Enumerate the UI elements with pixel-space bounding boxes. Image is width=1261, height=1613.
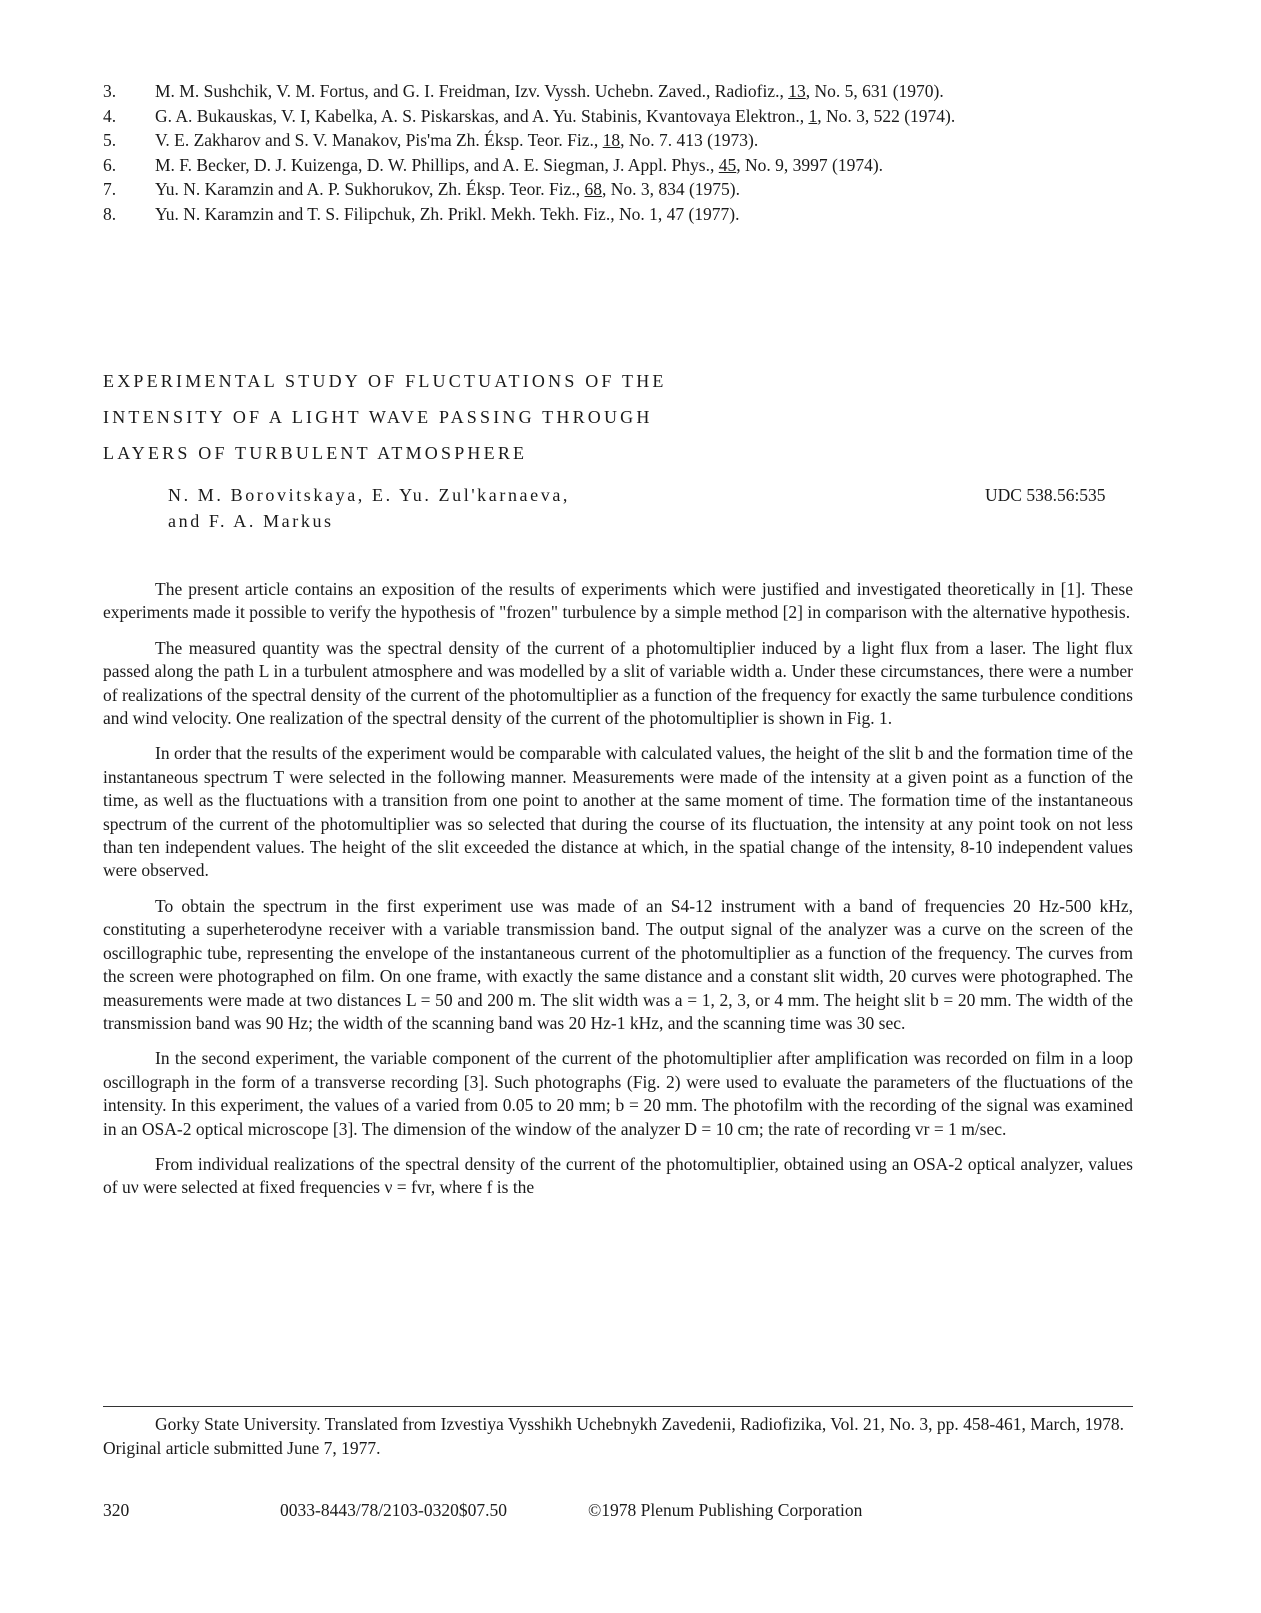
article-body [103,578,1133,1212]
reference-number: 4. [103,105,117,126]
reference-number: 6. [103,154,117,175]
article-title-line: LAYERS OF TURBULENT ATMOSPHERE [103,443,528,463]
footnote: Gorky State University. Translated from Izvestiya Vysshikh Uchebnykh Zavedenii, Radiofizika, Vol. 21, No. 3, pp. 458-461, March, 1978. Original article submitted June 7, 1977. [103,1414,1125,1458]
reference-list [103,79,1133,226]
body-paragraph: In the second experiment, the variable component of the current of the photomultiplier after amplification was recorded on film in a loop oscillograph in the form of a transverse recording [3]. Such photographs (Fig. 2) were used to evaluate the parameters of the fluctuations of the intensity. In this experiment, the values of a varied from 0.05 to 20 mm; b = 20 mm. The photofilm with the recording of the signal was examined in an OSA-2 optical microscope [3]. The dimension of the window of the analyzer D = 10 cm; the rate of recording vr = 1 m/sec. [103,1048,1133,1139]
article-title-line: INTENSITY OF A LIGHT WAVE PASSING THROUGH [103,407,653,427]
author-list [168,482,570,534]
reference-text: V. E. Zakharov and S. V. Manakov, Pis'ma Zh. Éksp. Teor. Fiz., 18, No. 7. 413 (1973). [155,130,759,150]
author-line: N. M. Borovitskaya, E. Yu. Zul'karnaeva, [168,485,571,505]
body-paragraph: To obtain the spectrum in the first experiment use was made of an S4-12 instrument with a band of frequencies 20 Hz-500 kHz, constituting a superheterodyne receiver with a variable transmission band. The output signal of the analyzer was a curve on the screen of the oscillographic tube, representing the envelope of the instantaneous current of the photomultiplier as a function of the frequency. The curves from the screen were photographed on film. On one frame, with exactly the same distance and a constant slit width, 20 curves were photographed. The measurements were made at two distances L = 50 and 200 m. The slit width was a = 1, 2, 3, or 4 mm. The height slit b = 20 mm. The width of the transmission band was 90 Hz; the width of the scanning band was 20 Hz-1 kHz, and the scanning time was 30 sec. [103,895,1133,1033]
reference-item [103,153,1133,178]
page-number: 320 [103,1500,130,1520]
reference-number: 3. [103,81,117,101]
reference-text: G. A. Bukauskas, V. I, Kabelka, A. S. Piskarskas, and A. Yu. Stabinis, Kvantovaya Elektron., 1, No. 3, 522 (1974). [155,105,956,126]
body-paragraph: The present article contains an exposition of the results of experiments which were justified and investigated theoretically in [1]. These experiments made it possible to verify the hypothesis of "frozen" turbulence by a simple method [2] in comparison with the alternative hypothesis. [103,579,1133,623]
reference-number: 8. [103,203,117,224]
body-paragraph: The measured quantity was the spectral density of the current of a photomultiplier induced by a light flux from a laser. The light flux passed along the path L in a turbulent atmosphere and was modelled by a slit of variable width a. Under these circumstances, there were a number of realizations of the spectral density of the current of the photomultiplier as a function of the frequency for exactly the same turbulence conditions and wind velocity. One realization of the spectral density of the current of the photomultiplier is shown in Fig. 1. [103,637,1133,729]
reference-item [103,128,1133,153]
reference-text: Yu. N. Karamzin and T. S. Filipchuk, Zh. Prikl. Mekh. Tekh. Fiz., No. 1, 47 (1977). [155,203,740,224]
article-title-line: EXPERIMENTAL STUDY OF FLUCTUATIONS OF THE [103,371,667,391]
price-code: 0033-8443/78/2103-0320$07.50 [280,1500,508,1520]
reference-item [103,202,1133,227]
reference-text: Yu. N. Karamzin and A. P. Sukhorukov, Zh. Éksp. Teor. Fiz., 68, No. 3, 834 (1975). [155,179,740,199]
reference-number: 5. [103,130,117,150]
copyright-notice: ©1978 Plenum Publishing Corporation [588,1500,863,1520]
reference-item [103,104,1133,129]
udc-code: UDC 538.56:535 [985,485,1106,505]
reference-text: M. F. Becker, D. J. Kuizenga, D. W. Phillips, and A. E. Siegman, J. Appl. Phys., 45, No. 9, 3997 (1974). [155,154,884,175]
author-line: and F. A. Markus [168,511,334,531]
article-title [103,363,863,471]
reference-item [103,177,1133,202]
reference-item [103,79,1133,104]
reference-text: M. M. Sushchik, V. M. Fortus, and G. I. Freidman, Izv. Vyssh. Uchebn. Zaved., Radiofiz., 13, No. 5, 631 (1970). [155,81,944,101]
body-paragraph: From individual realizations of the spectral density of the current of the photomultiplier, obtained using an OSA-2 optical analyzer, values of uν were selected at fixed frequencies ν = fvr, where f is the [103,1153,1133,1198]
reference-number: 7. [103,179,117,199]
body-paragraph: In order that the results of the experiment would be comparable with calculated values, the height of the slit b and the formation time of the instantaneous spectrum T were selected in the following manner. Measurements were made of the intensity at a given point as a function of the time, as well as the fluctuations with a transition from one point to another at the same moment of time. The formation time of the instantaneous spectrum of the current of the photomultiplier was so selected that during the course of its fluctuation, the intensity at any point took on not less than ten independent values. The height of the slit exceeded the distance at which, in the spatial change of the intensity, 8-10 independent values were observed. [103,743,1133,881]
footnote-divider [103,1406,1133,1407]
